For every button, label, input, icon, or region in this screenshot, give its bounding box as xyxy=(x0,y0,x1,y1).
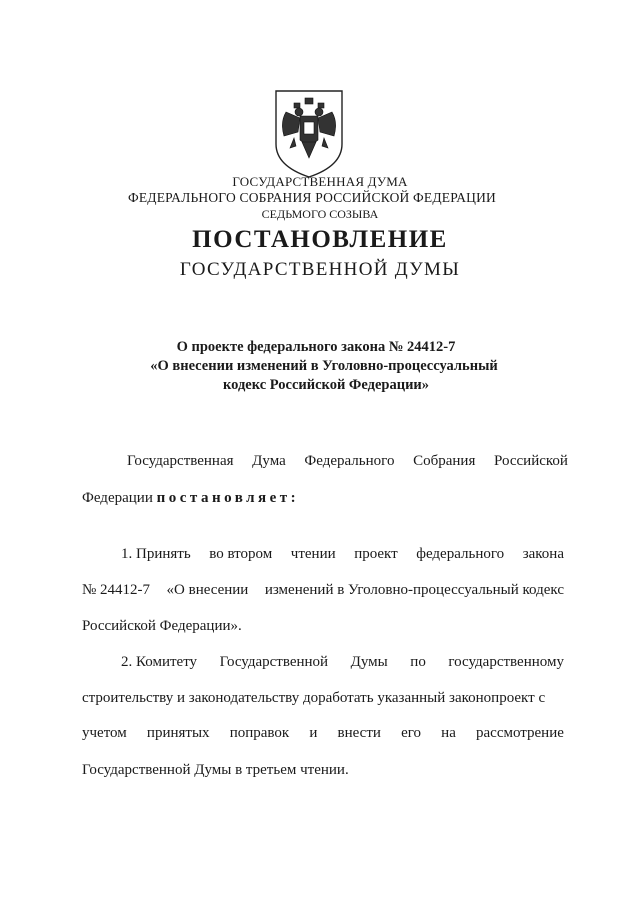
item2-line-3 xyxy=(82,725,564,742)
item1-line-2 xyxy=(82,582,564,599)
header-line-duma: ГОСУДАРСТВЕННАЯ ДУМА xyxy=(232,174,408,189)
header-line-convocation: СЕДЬМОГО СОЗЫВА xyxy=(261,207,379,221)
item1-word: изменений в Уголовно-процессуальный кодекс xyxy=(264,582,564,598)
item1-word: закона xyxy=(522,546,564,562)
document-title: ПОСТАНОВЛЕНИЕ xyxy=(192,226,448,253)
item2-line-2: строительству и законодательству доработать указанный законопроект с xyxy=(82,690,546,706)
intro-word: Федерального xyxy=(304,453,395,469)
header-line-assembly: ФЕДЕРАЛЬНОГО СОБРАНИЯ РОССИЙСКОЙ ФЕДЕРАЦИИ xyxy=(128,190,496,205)
item2-line-1 xyxy=(121,654,564,671)
item1-word: «О внесении xyxy=(166,582,249,598)
item2-line-4: Государственной Думы в третьем чтении. xyxy=(82,762,349,778)
item1-line-1 xyxy=(121,546,564,563)
item2-word: поправок xyxy=(229,725,290,741)
intro-word: Российской xyxy=(494,453,568,469)
subject-line-3: кодекс Российской Федерации» xyxy=(222,377,430,393)
item2-word: Думы xyxy=(350,654,388,670)
coat-of-arms-emblem xyxy=(272,88,346,180)
item2-word: рассмотрение xyxy=(476,725,564,741)
item1-word: 1. Принять xyxy=(121,546,191,562)
item2-word: принятых xyxy=(146,725,210,741)
subject-line-2: «О внесении изменений в Уголовно-процессуальный xyxy=(150,358,498,374)
item2-word: по xyxy=(410,654,426,670)
item2-word: и xyxy=(309,725,318,741)
intro-line-1 xyxy=(127,453,568,470)
intro-resolves: постановляет: xyxy=(156,490,300,506)
item2-word: государственному xyxy=(448,654,564,670)
item2-word: учетом xyxy=(82,725,127,741)
intro-word: Собрания xyxy=(413,453,476,469)
subject-line-1: О проекте федерального закона № 24412-7 xyxy=(176,339,456,355)
item1-word: № 24412-7 xyxy=(82,582,151,598)
item2-word: на xyxy=(441,725,456,741)
item2-word: Государственной xyxy=(219,654,329,670)
intro-word: Дума xyxy=(252,453,286,469)
item1-word: федерального xyxy=(416,546,505,562)
item1-word: чтении xyxy=(290,546,336,562)
intro-word: Государственная xyxy=(127,453,234,469)
intro-federation: Федерации xyxy=(82,490,153,506)
item1-word: во втором xyxy=(209,546,273,562)
item2-word: его xyxy=(401,725,422,741)
item2-word: 2. Комитету xyxy=(121,654,198,670)
item1-word: проект xyxy=(354,546,398,562)
intro-line-2 xyxy=(82,490,299,507)
item1-line-3: Российской Федерации». xyxy=(82,618,242,634)
item2-word: внести xyxy=(337,725,381,741)
document-subtitle: ГОСУДАРСТВЕННОЙ ДУМЫ xyxy=(179,259,461,280)
